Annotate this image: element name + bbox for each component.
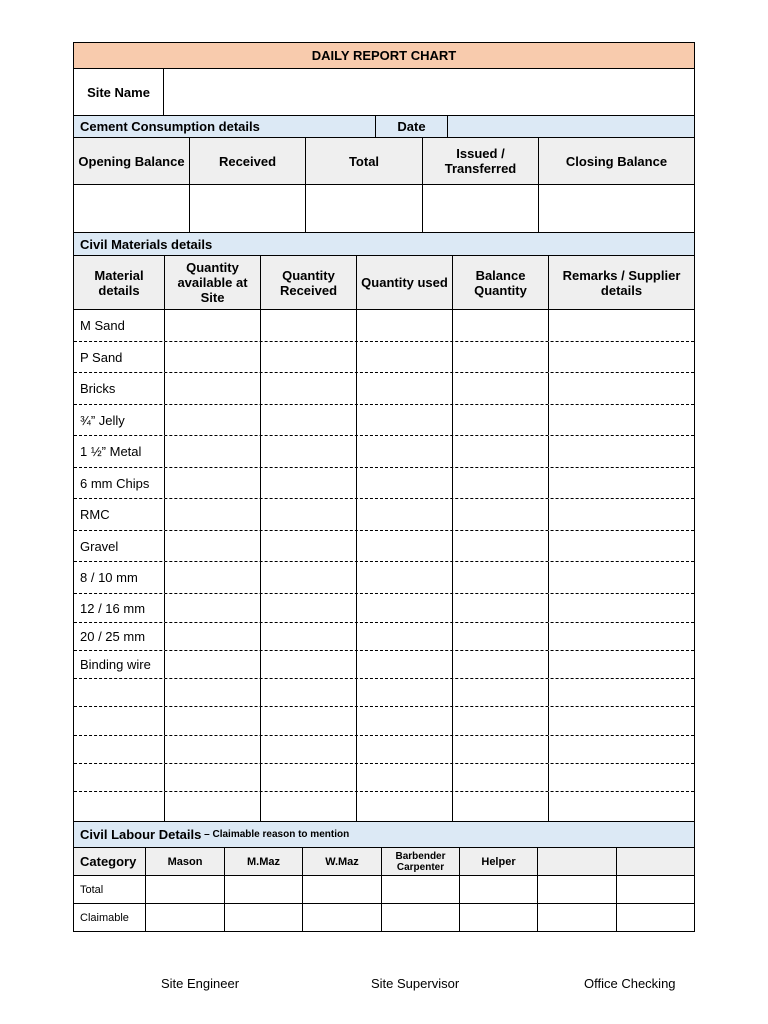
material-entry-cell[interactable] xyxy=(453,405,549,435)
material-name xyxy=(74,679,165,706)
cement-section-row xyxy=(74,116,694,138)
material-name xyxy=(74,736,165,763)
material-row xyxy=(74,594,694,623)
material-entry-cell[interactable] xyxy=(453,707,549,735)
material-entry-cell[interactable] xyxy=(549,764,694,791)
material-entry-cell[interactable] xyxy=(357,436,453,467)
material-name xyxy=(74,764,165,791)
labour-col-header: W.Maz xyxy=(303,848,382,875)
labour-col-header: M.Maz xyxy=(225,848,303,875)
material-entry-cell[interactable] xyxy=(357,764,453,791)
cement-col-header: Opening Balance xyxy=(74,138,190,184)
cement-entry-cell[interactable] xyxy=(423,185,539,232)
material-entry-cell[interactable] xyxy=(357,342,453,372)
materials-section-label: Civil Materials details xyxy=(80,236,213,252)
labour-section-row xyxy=(74,821,694,848)
date-field[interactable] xyxy=(448,116,694,137)
material-entry-cell[interactable] xyxy=(549,594,694,622)
material-row xyxy=(74,679,694,707)
material-entry-cell[interactable] xyxy=(453,623,549,650)
labour-entry-cell[interactable] xyxy=(303,904,382,931)
material-row xyxy=(74,531,694,562)
material-name: 1 ½” Metal xyxy=(74,436,165,467)
cement-col-header: Closing Balance xyxy=(565,153,668,169)
material-entry-cell[interactable] xyxy=(453,468,549,498)
material-entry-cell[interactable] xyxy=(549,499,694,530)
labour-header-row xyxy=(74,848,694,876)
labour-entry-cell[interactable] xyxy=(617,904,694,931)
material-entry-cell[interactable] xyxy=(453,792,549,821)
labour-entry-cell[interactable] xyxy=(146,876,225,903)
cement-col-header: Issued / Transferred xyxy=(423,138,539,184)
material-entry-cell[interactable] xyxy=(357,405,453,435)
material-name: 12 / 16 mm xyxy=(74,594,165,622)
material-entry-cell[interactable] xyxy=(549,468,694,498)
material-entry-cell[interactable] xyxy=(357,373,453,404)
material-entry-cell[interactable] xyxy=(453,373,549,404)
cement-col-header: Received xyxy=(190,138,306,184)
material-entry-cell[interactable] xyxy=(453,531,549,561)
material-entry-cell[interactable] xyxy=(357,499,453,530)
material-name: P Sand xyxy=(74,342,165,372)
material-entry-cell[interactable] xyxy=(165,499,261,530)
labour-col-header: Mason xyxy=(146,848,225,875)
material-entry-cell[interactable] xyxy=(165,594,261,622)
labour-row xyxy=(74,904,694,931)
material-entry-cell[interactable] xyxy=(261,342,357,372)
signature-office-checking: Office Checking xyxy=(584,976,676,991)
material-entry-cell[interactable] xyxy=(549,736,694,763)
material-entry-cell[interactable] xyxy=(261,499,357,530)
cement-col-header: Total xyxy=(306,138,423,184)
site-name-field[interactable] xyxy=(164,69,694,115)
material-row xyxy=(74,651,694,679)
material-row xyxy=(74,405,694,436)
labour-entry-cell[interactable] xyxy=(460,904,538,931)
material-row xyxy=(74,342,694,373)
material-name: Gravel xyxy=(74,531,165,561)
material-entry-cell[interactable] xyxy=(165,342,261,372)
material-entry-cell[interactable] xyxy=(357,623,453,650)
material-entry-cell[interactable] xyxy=(165,373,261,404)
material-entry-cell[interactable] xyxy=(261,310,357,341)
labour-row-label: Claimable xyxy=(74,904,146,931)
material-entry-cell[interactable] xyxy=(165,792,261,821)
cement-entry-cell[interactable] xyxy=(74,185,190,232)
material-entry-cell[interactable] xyxy=(165,764,261,791)
material-entry-cell[interactable] xyxy=(357,310,453,341)
material-entry-cell[interactable] xyxy=(165,651,261,678)
material-entry-cell[interactable] xyxy=(165,736,261,763)
material-entry-cell[interactable] xyxy=(261,792,357,821)
cement-header-row xyxy=(74,138,694,185)
material-entry-cell[interactable] xyxy=(549,707,694,735)
material-row xyxy=(74,373,694,405)
material-row xyxy=(74,623,694,651)
material-row xyxy=(74,562,694,594)
labour-entry-cell[interactable] xyxy=(538,904,617,931)
report-title: DAILY REPORT CHART xyxy=(74,43,694,69)
labour-category-label: Category xyxy=(74,848,146,875)
material-name xyxy=(74,707,165,735)
material-entry-cell[interactable] xyxy=(261,764,357,791)
materials-body xyxy=(74,310,694,821)
signature-site-supervisor: Site Supervisor xyxy=(371,976,460,991)
material-entry-cell[interactable] xyxy=(165,623,261,650)
material-entry-cell[interactable] xyxy=(261,594,357,622)
materials-header-row xyxy=(74,256,694,310)
material-name: Binding wire xyxy=(74,651,165,678)
material-entry-cell[interactable] xyxy=(453,436,549,467)
material-name: ¾” Jelly xyxy=(74,405,165,435)
material-entry-cell[interactable] xyxy=(357,679,453,706)
material-entry-cell[interactable] xyxy=(165,405,261,435)
materials-col-header: Material details xyxy=(74,256,165,309)
site-name-row xyxy=(74,69,694,116)
material-entry-cell[interactable] xyxy=(549,405,694,435)
material-row xyxy=(74,499,694,531)
material-entry-cell[interactable] xyxy=(549,531,694,561)
material-row xyxy=(74,707,694,736)
labour-col-header xyxy=(538,848,617,875)
material-entry-cell[interactable] xyxy=(453,651,549,678)
material-entry-cell[interactable] xyxy=(549,623,694,650)
material-row xyxy=(74,792,694,821)
material-entry-cell[interactable] xyxy=(261,707,357,735)
material-entry-cell[interactable] xyxy=(549,310,694,341)
material-entry-cell[interactable] xyxy=(261,651,357,678)
labour-entry-cell[interactable] xyxy=(617,876,694,903)
material-entry-cell[interactable] xyxy=(549,373,694,404)
material-entry-cell[interactable] xyxy=(357,531,453,561)
material-entry-cell[interactable] xyxy=(453,499,549,530)
material-entry-cell[interactable] xyxy=(357,707,453,735)
material-entry-cell[interactable] xyxy=(357,736,453,763)
material-entry-cell[interactable] xyxy=(261,468,357,498)
labour-section-label xyxy=(74,822,694,847)
labour-note: – Claimable reason to mention xyxy=(201,829,350,840)
cement-entry-cell[interactable] xyxy=(306,185,423,232)
material-entry-cell[interactable] xyxy=(261,736,357,763)
labour-col-header: Helper xyxy=(460,848,538,875)
material-entry-cell[interactable] xyxy=(357,792,453,821)
material-name: M Sand xyxy=(74,310,165,341)
materials-col-header: Quantity used xyxy=(357,256,453,309)
labour-entry-cell[interactable] xyxy=(225,904,303,931)
labour-entry-cell[interactable] xyxy=(146,904,225,931)
material-entry-cell[interactable] xyxy=(357,468,453,498)
material-entry-cell[interactable] xyxy=(549,436,694,467)
cement-entry-cell[interactable] xyxy=(539,185,694,232)
material-entry-cell[interactable] xyxy=(261,679,357,706)
date-label: Date xyxy=(376,116,448,137)
material-entry-cell[interactable] xyxy=(549,651,694,678)
material-name: RMC xyxy=(74,499,165,530)
material-row xyxy=(74,436,694,468)
cement-section-label: Cement Consumption details xyxy=(74,116,376,137)
labour-entry-cell[interactable] xyxy=(303,876,382,903)
material-entry-cell[interactable] xyxy=(453,764,549,791)
material-entry-cell[interactable] xyxy=(165,679,261,706)
cement-entry-cell[interactable] xyxy=(190,185,306,232)
site-name-label: Site Name xyxy=(74,69,164,115)
material-entry-cell[interactable] xyxy=(165,468,261,498)
material-entry-cell[interactable] xyxy=(549,679,694,706)
material-name xyxy=(74,792,165,821)
material-row xyxy=(74,764,694,792)
material-entry-cell[interactable] xyxy=(453,310,549,341)
material-entry-cell[interactable] xyxy=(549,342,694,372)
labour-col-header: Barbender Carpenter xyxy=(382,848,460,875)
labour-entry-cell[interactable] xyxy=(382,876,460,903)
material-entry-cell[interactable] xyxy=(261,562,357,593)
labour-col-header xyxy=(617,848,694,875)
material-name: 6 mm Chips xyxy=(74,468,165,498)
material-entry-cell[interactable] xyxy=(357,651,453,678)
materials-col-header: Quantity Received xyxy=(261,256,357,309)
material-entry-cell[interactable] xyxy=(453,679,549,706)
material-entry-cell[interactable] xyxy=(165,707,261,735)
material-entry-cell[interactable] xyxy=(453,562,549,593)
material-entry-cell[interactable] xyxy=(261,373,357,404)
material-entry-cell[interactable] xyxy=(261,531,357,561)
material-entry-cell[interactable] xyxy=(453,594,549,622)
labour-entry-cell[interactable] xyxy=(538,876,617,903)
material-row xyxy=(74,310,694,342)
material-entry-cell[interactable] xyxy=(453,342,549,372)
material-name: 20 / 25 mm xyxy=(74,623,165,650)
daily-report-form xyxy=(73,42,695,932)
material-entry-cell[interactable] xyxy=(165,562,261,593)
material-name: 8 / 10 mm xyxy=(74,562,165,593)
material-row xyxy=(74,736,694,764)
material-entry-cell[interactable] xyxy=(549,562,694,593)
material-entry-cell[interactable] xyxy=(261,623,357,650)
cement-entry-row xyxy=(74,185,694,233)
materials-col-header: Quantity available at Site xyxy=(165,256,261,309)
materials-col-header: Balance Quantity xyxy=(453,256,549,309)
material-entry-cell[interactable] xyxy=(261,405,357,435)
material-name: Bricks xyxy=(74,373,165,404)
material-entry-cell[interactable] xyxy=(165,436,261,467)
material-entry-cell[interactable] xyxy=(453,736,549,763)
labour-title: Civil Labour Details xyxy=(80,827,202,842)
material-entry-cell[interactable] xyxy=(549,792,694,821)
signature-site-engineer: Site Engineer xyxy=(161,976,240,991)
material-row xyxy=(74,468,694,499)
material-entry-cell[interactable] xyxy=(165,531,261,561)
materials-col-header: Remarks / Supplier details xyxy=(562,267,681,298)
material-entry-cell[interactable] xyxy=(357,562,453,593)
labour-entry-cell[interactable] xyxy=(382,904,460,931)
labour-entry-cell[interactable] xyxy=(460,876,538,903)
material-entry-cell[interactable] xyxy=(357,594,453,622)
materials-section-row xyxy=(74,233,694,256)
labour-row xyxy=(74,876,694,904)
labour-entry-cell[interactable] xyxy=(225,876,303,903)
material-entry-cell[interactable] xyxy=(165,310,261,341)
material-entry-cell[interactable] xyxy=(261,436,357,467)
labour-row-label: Total xyxy=(74,876,146,903)
